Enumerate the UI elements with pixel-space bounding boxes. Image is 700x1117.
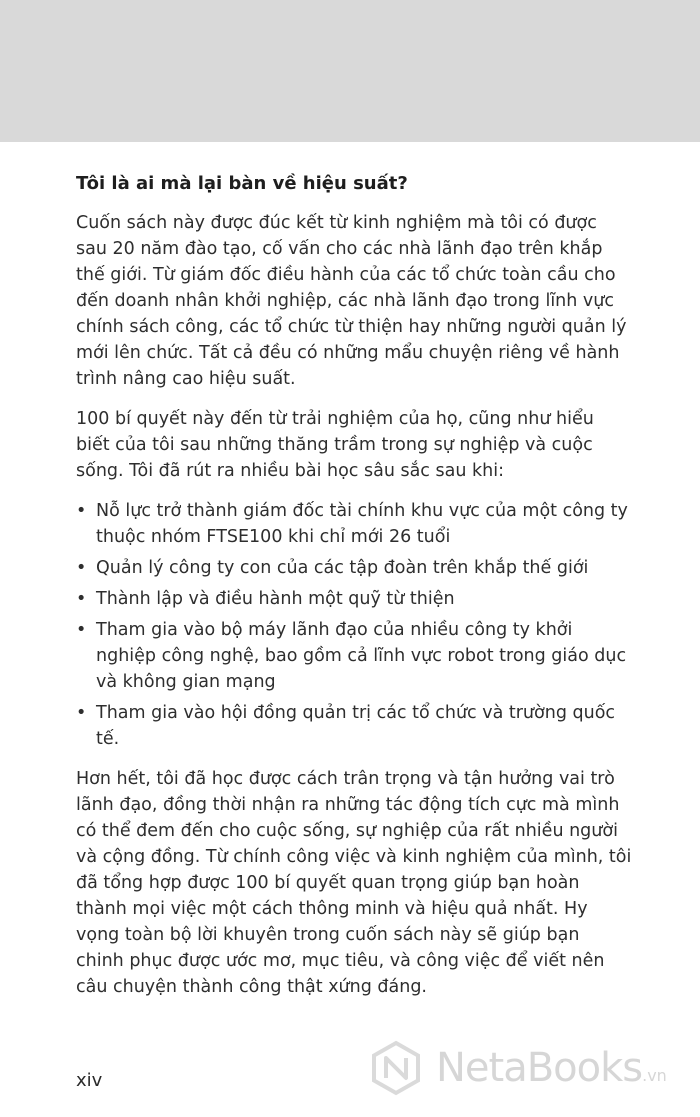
paragraph-lessons-lead: 100 bí quyết này đến từ trải nghiệm của họ, cũng như hiểu biết của tôi sau những thăng trầm trong sự nghiệp và cuộc sống. Tôi đã rút ra nhiều bài học sâu sắc sau khi: xyxy=(76,409,594,481)
list-item-text: Tham gia vào bộ máy lãnh đạo của nhiều công ty khởi nghiệp công nghệ, bao gồm cả lĩnh vực robot trong giáo dục và không gian mạng xyxy=(96,620,627,692)
bullet-dot: • xyxy=(76,558,87,578)
bullet-dot: • xyxy=(76,501,87,521)
section-heading: Tôi là ai mà lại bàn về hiệu suất? xyxy=(76,173,408,194)
bullet-dot: • xyxy=(76,703,87,723)
top-gray-band xyxy=(0,0,700,142)
list-item-text: Tham gia vào hội đồng quản trị các tổ chức và trường quốc tế. xyxy=(96,703,616,749)
watermark xyxy=(368,1038,688,1098)
list-item-text: Quản lý công ty con của các tập đoàn trên khắp thế giới xyxy=(96,558,589,578)
list-item xyxy=(76,586,632,612)
bullet-dot: • xyxy=(76,620,87,640)
paragraph-conclusion: Hơn hết, tôi đã học được cách trân trọng và tận hưởng vai trò lãnh đạo, đồng thời nhận ra những tác động tích cực mà mình có thể đem đến cho cuộc sống, sự nghiệp của rất nhiều người và cộng đồng. Từ chính công việc và kinh nghiệm của mình, tôi đã tổng hợp được 100 bí quyết quan trọng giúp bạn hoàn thành mọi việc một cách thông minh và hiệu quả nhất. Hy vọng toàn bộ lời khuyên trong cuốn sách này sẽ giúp bạn chinh phục được ước mơ, mục tiêu, và công việc để viết nên câu chuyện thành công thật xứng đáng. xyxy=(76,769,632,997)
list-item-text: Nỗ lực trở thành giám đốc tài chính khu vực của một công ty thuộc nhóm FTSE100 khi chỉ mới 26 tuổi xyxy=(96,501,628,547)
bullet-list xyxy=(76,498,632,752)
list-item xyxy=(76,700,632,752)
netabooks-logo-icon xyxy=(368,1040,424,1096)
paragraph-intro: Cuốn sách này được đúc kết từ kinh nghiệm mà tôi có được sau 20 năm đào tạo, cố vấn cho các nhà lãnh đạo trên khắp thế giới. Từ giám đốc điều hành của các tổ chức toàn cầu cho đến doanh nhân khởi nghiệp, các nhà lãnh đạo trong lĩnh vực chính sách công, các tổ chức từ thiện hay những người quản lý mới lên chức. Tất cả đều có những mẩu chuyện riêng về hành trình nâng cao hiệu suất. xyxy=(76,213,627,389)
list-item xyxy=(76,498,632,550)
list-item xyxy=(76,555,632,581)
page-number: xiv xyxy=(76,1070,103,1091)
watermark-text xyxy=(436,1045,667,1091)
watermark-brand: NetaBooks xyxy=(436,1045,643,1091)
bullet-dot: • xyxy=(76,589,87,609)
list-item xyxy=(76,617,632,695)
page-content xyxy=(76,172,632,1014)
watermark-suffix: .vn xyxy=(642,1066,667,1085)
list-item-text: Thành lập và điều hành một quỹ từ thiện xyxy=(96,589,455,609)
